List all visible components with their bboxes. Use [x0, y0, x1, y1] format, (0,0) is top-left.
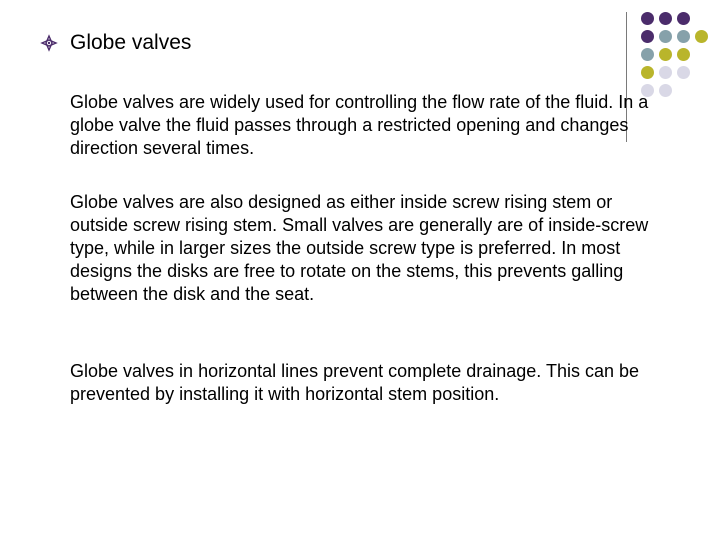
decorative-dot — [677, 66, 690, 79]
decorative-dot — [659, 48, 672, 61]
decorative-dot-grid — [641, 12, 720, 122]
paragraph: Globe valves in horizontal lines prevent complete drainage. This can be prevented by installing it with horizontal stem position. — [70, 361, 639, 404]
decorative-dot — [641, 12, 654, 25]
paragraph: Globe valves are widely used for controlling the flow rate of the fluid. In a globe valve the fluid passes through a restricted opening and changes direction several times. — [70, 92, 649, 158]
slide-heading: Globe valves — [70, 31, 192, 54]
paragraph: Globe valves are also designed as either inside screw rising stem or outside screw rising stem. Small valves are generally are of inside-screw type, while in larger sizes the outside screw type is preferred. In most designs the disks are free to rotate on the stems, this prevents galling between the disk and the seat. — [70, 192, 649, 304]
decorative-dot — [641, 30, 654, 43]
decorative-dot — [641, 48, 654, 61]
decorative-dot — [677, 48, 690, 61]
decorative-dot — [659, 30, 672, 43]
bullet-heading-row — [38, 30, 191, 56]
decorative-dot — [677, 30, 690, 43]
decorative-dot — [695, 30, 708, 43]
decorative-dot — [641, 66, 654, 79]
decorative-dot — [677, 12, 690, 25]
decorative-dot — [659, 66, 672, 79]
diamond-bullet-icon — [38, 32, 60, 54]
decorative-dot — [659, 84, 672, 97]
decorative-dot — [659, 12, 672, 25]
